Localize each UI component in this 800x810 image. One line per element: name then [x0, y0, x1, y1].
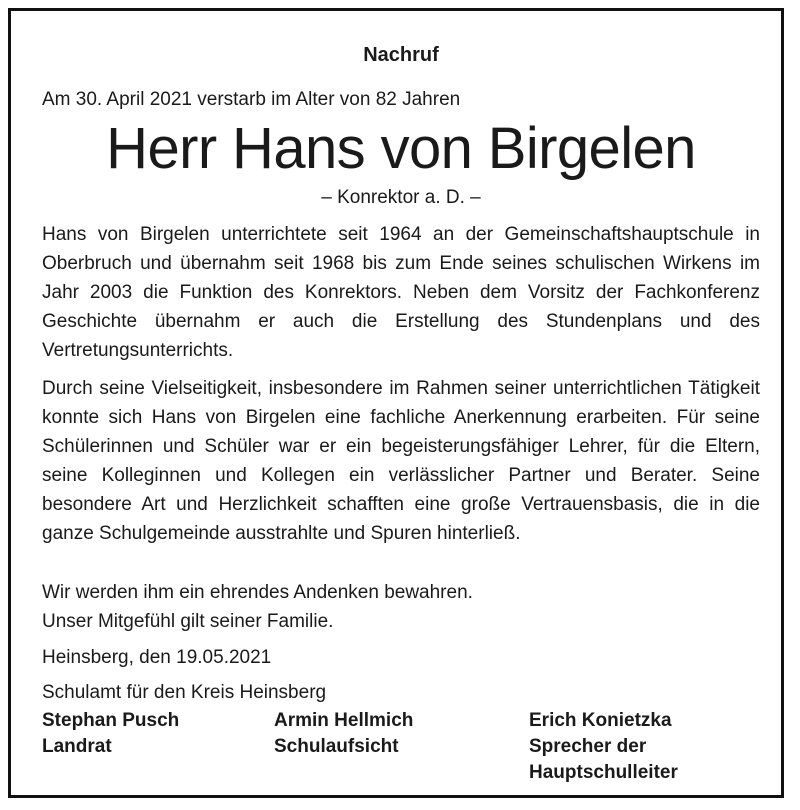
signatory-name: Armin Hellmich [274, 710, 414, 731]
signatory-hellmich [274, 708, 413, 760]
tribute-paragraph: Durch seine Vielseitigkeit, insbesondere im Rahmen seiner unterrichtlichen Tätigkeit konnte sich Hans von Birgelen eine fachliche Anerkennung erarbeiten. Für seine Schülerinnen und Schüler war er ein begeisterungsfähiger Lehrer, für die Eltern, seine Kolleginnen und Kollegen ein verlässlicher Partner und Berater. Seine besondere Art und Herzlichkeit schafften eine große Vertrauensbasis, die in die ganze Schulgemeinde ausstrahlte und Spuren hinterließ. [42, 378, 760, 544]
organization: Schulamt für den Kreis Heinsberg [42, 682, 327, 703]
notice-heading: Nachruf [363, 44, 439, 66]
deceased-name: Herr Hans von Birgelen [106, 116, 696, 181]
death-announcement: Am 30. April 2021 verstarb im Alter von 82 Jahren [42, 89, 461, 110]
closing-condolence: Unser Mitgefühl gilt seiner Familie. [42, 611, 334, 632]
signatory-konietzka [529, 708, 678, 786]
place-date: Heinsberg, den 19.05.2021 [42, 647, 272, 668]
signatory-title: Hauptschulleiter [529, 762, 678, 783]
biography-paragraph: Hans von Birgelen unterrichtete seit 1964 an der Gemeinschaftshauptschule in Oberbruch und übernahm seit 1968 bis zum Ende seines schulischen Wirkens im Jahr 2003 die Funktion des Konrektors. Neben dem Vorsitz der Fachkonferenz Geschichte übernahm er auch die Erstellung des Stundenplans und des Vertretungsunterrichts. [42, 224, 760, 361]
signatory-title: Schulaufsicht [274, 736, 399, 757]
closing-remembrance: Wir werden ihm ein ehrendes Andenken bewahren. [42, 582, 473, 603]
signatory-title: Landrat [42, 736, 112, 757]
deceased-role: – Konrektor a. D. – [321, 187, 481, 208]
obituary-notice [8, 8, 784, 798]
signatory-pusch [42, 708, 179, 760]
signatory-name: Stephan Pusch [42, 710, 180, 731]
signatory-title: Sprecher der [529, 736, 647, 757]
signatory-name: Erich Konietzka [529, 710, 672, 731]
